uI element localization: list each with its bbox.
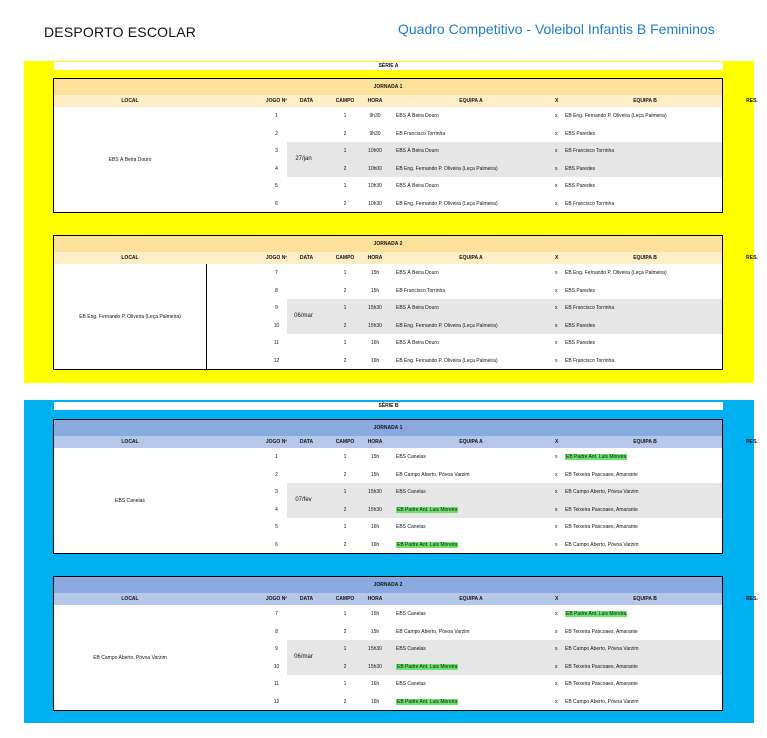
table-row xyxy=(54,675,722,693)
table-row xyxy=(54,177,722,195)
equipa-a: EBS Canelas xyxy=(396,646,426,652)
equipa-a xyxy=(396,507,458,513)
game-number: 7 xyxy=(275,611,278,617)
jornada-table xyxy=(53,576,758,711)
game-number: 11 xyxy=(273,340,280,346)
jornada-title: JORNADA 1 xyxy=(54,420,722,436)
table-row xyxy=(54,107,722,125)
table-row xyxy=(54,536,722,554)
game-number: 8 xyxy=(275,628,278,635)
serie-block xyxy=(24,400,758,723)
column-header-campo: CAMPO xyxy=(335,98,355,104)
versus-mark: x xyxy=(555,628,558,635)
versus-mark: x xyxy=(555,489,558,495)
hora-value: 10h30 xyxy=(368,183,382,189)
versus-mark: x xyxy=(555,611,558,617)
equipa-a: EBS À Beira Douro xyxy=(396,148,439,154)
versus-mark: x xyxy=(555,681,558,687)
column-header-res: RES. xyxy=(746,98,758,104)
campo-value: 1 xyxy=(343,340,347,346)
column-header-data: DATA xyxy=(299,255,314,261)
column-header-row xyxy=(54,436,758,448)
equipa-b: EBS Paredes xyxy=(565,322,596,329)
equipa-a: EBS Canelas xyxy=(396,681,426,687)
highlighted-team: EB Padre Ant. Luis Moreira xyxy=(566,454,627,460)
equipa-a: EBS À Beira Douro xyxy=(396,113,439,119)
campo-value: 2 xyxy=(343,130,347,137)
game-number: 1 xyxy=(275,454,278,460)
versus-mark: x xyxy=(555,454,558,460)
equipa-a: EB Francisco Torrinha xyxy=(396,130,446,137)
column-header-res: RES. xyxy=(746,439,758,445)
hora-value: 16h xyxy=(370,541,380,548)
game-number: 5 xyxy=(275,183,278,189)
game-number: 3 xyxy=(275,489,278,495)
game-number: 12 xyxy=(273,357,280,364)
equipa-b xyxy=(565,454,627,460)
versus-mark: x xyxy=(555,646,558,652)
games-body xyxy=(54,107,722,212)
table-row xyxy=(54,466,722,484)
equipa-b: EBS Paredes xyxy=(565,165,596,172)
versus-mark: x xyxy=(555,524,558,530)
equipa-a xyxy=(396,699,458,705)
table-row xyxy=(54,448,722,466)
versus-mark: x xyxy=(555,130,558,137)
column-header-equipa_a: EQUIPA A xyxy=(459,98,483,104)
column-header-x: X xyxy=(555,255,559,261)
campo-value: 2 xyxy=(343,698,347,705)
campo-value: 1 xyxy=(343,305,347,311)
hora-value: 15h xyxy=(370,628,380,635)
column-header-data: DATA xyxy=(299,439,314,445)
hora-value: 15h xyxy=(370,454,380,460)
campo-value: 1 xyxy=(343,646,347,652)
game-number: 12 xyxy=(273,698,280,705)
equipa-a: EBS À Beira Douro xyxy=(396,340,439,346)
game-number: 10 xyxy=(273,663,280,670)
versus-mark: x xyxy=(555,287,558,294)
campo-value: 2 xyxy=(343,663,347,670)
campo-value: 2 xyxy=(343,357,347,364)
table-row xyxy=(54,623,722,641)
game-number: 4 xyxy=(275,165,278,172)
equipa-a xyxy=(396,542,458,548)
match-date: 06/mar xyxy=(294,312,313,319)
column-header-hora: HORA xyxy=(367,255,383,261)
doc-title-left: DESPORTO ESCOLAR xyxy=(44,24,197,40)
match-date: 07/fev xyxy=(295,496,312,503)
serie-title: SÉRIE B xyxy=(54,402,723,410)
equipa-b: EB Campo Aberto, Póvoa Varzim xyxy=(565,698,639,705)
versus-mark: x xyxy=(555,506,558,513)
highlighted-team: EB Padre Ant. Luis Moreira xyxy=(397,663,458,670)
hora-value: 10h30 xyxy=(368,200,382,207)
column-header-campo: CAMPO xyxy=(335,439,355,445)
highlighted-team: EB Padre Ant. Luis Moreira xyxy=(397,541,458,548)
equipa-b: EBS Paredes xyxy=(565,183,596,189)
equipa-b: EBS Paredes xyxy=(565,340,596,346)
equipa-b: EB Eng. Fernando P. Oliveira (Leça Palmeira) xyxy=(565,113,667,119)
game-number: 9 xyxy=(275,305,278,311)
equipa-b: EB Teixeira Pascoaes, Amarante xyxy=(565,506,638,513)
column-header-equipa_b: EQUIPA B xyxy=(633,439,657,445)
campo-value: 2 xyxy=(343,165,347,172)
column-header-local: LOCAL xyxy=(121,255,139,261)
jornada-table xyxy=(53,235,758,370)
hora-value: 15h30 xyxy=(368,646,382,652)
equipa-b: EB Teixeira Pascoaes, Amarante xyxy=(565,681,638,687)
versus-mark: x xyxy=(555,357,558,364)
local-name: EBS Canelas xyxy=(115,497,145,504)
local-name: EB Eng. Fernando P. Oliveira (Leça Palmeira) xyxy=(79,313,181,320)
table-row xyxy=(54,352,722,370)
jornada-table xyxy=(53,419,758,554)
column-header-jogo: JOGO Nº xyxy=(265,98,288,104)
jornada-title: JORNADA 1 xyxy=(54,79,722,95)
games-body xyxy=(54,264,722,369)
column-header-local: LOCAL xyxy=(121,596,139,602)
column-header-campo: CAMPO xyxy=(335,255,355,261)
local-divider xyxy=(206,264,207,369)
versus-mark: x xyxy=(555,471,558,478)
campo-value: 1 xyxy=(343,113,347,119)
highlighted-team: EB Padre Ant. Luis Moreira xyxy=(397,506,458,513)
equipa-a: EB Eng. Fernando P. Oliveira (Leça Palmeira) xyxy=(396,357,498,364)
game-number: 3 xyxy=(275,148,278,154)
campo-value: 1 xyxy=(343,489,347,495)
column-header-data: DATA xyxy=(299,596,314,602)
table-row xyxy=(54,282,722,300)
table-row xyxy=(54,125,722,143)
versus-mark: x xyxy=(555,340,558,346)
jornada-table xyxy=(53,78,758,213)
table-row xyxy=(54,195,722,213)
equipa-b: EB Francisco Torrinha xyxy=(565,200,615,207)
table-row xyxy=(54,605,722,623)
column-header-res: RES. xyxy=(746,596,758,602)
column-header-equipa_a: EQUIPA A xyxy=(459,596,483,602)
equipa-b: EB Campo Aberto, Póvoa Varzim xyxy=(565,646,639,652)
local-name: EBS À Beira Douro xyxy=(108,156,152,163)
equipa-b: EB Teixeira Pascoaes, Amarante xyxy=(565,524,638,530)
campo-value: 1 xyxy=(343,611,347,617)
column-header-x: X xyxy=(555,98,559,104)
hora-value: 9h30 xyxy=(369,130,381,137)
column-header-equipa_b: EQUIPA B xyxy=(633,98,657,104)
equipa-b: EB Teixeira Pascoaes, Amarante xyxy=(565,663,638,670)
campo-value: 1 xyxy=(343,270,347,276)
games-body xyxy=(54,448,722,553)
hora-value: 15h30 xyxy=(368,322,382,329)
hora-value: 16h xyxy=(370,698,380,705)
versus-mark: x xyxy=(555,183,558,189)
equipa-a: EBS Canelas xyxy=(396,524,426,530)
table-row xyxy=(54,693,722,711)
hora-value: 16h xyxy=(370,340,380,346)
equipa-a: EBS Canelas xyxy=(396,611,426,617)
versus-mark: x xyxy=(555,165,558,172)
column-header-hora: HORA xyxy=(367,98,383,104)
equipa-a: EB Eng. Fernando P. Oliveira (Leça Palmeira) xyxy=(396,200,498,207)
table-row xyxy=(54,334,722,352)
game-number: 5 xyxy=(275,524,278,530)
equipa-a: EB Eng. Fernando P. Oliveira (Leça Palmeira) xyxy=(396,322,498,329)
game-number: 8 xyxy=(275,287,278,294)
column-header-data: DATA xyxy=(299,98,314,104)
game-number: 10 xyxy=(273,322,280,329)
equipa-a: EB Campo Aberto, Póvoa Varzim xyxy=(396,471,470,478)
campo-value: 2 xyxy=(343,287,347,294)
hora-value: 15h30 xyxy=(368,489,382,495)
campo-value: 2 xyxy=(343,628,347,635)
equipa-b: EB Campo Aberto, Póvoa Varzim xyxy=(565,541,639,548)
highlighted-team: EB Padre Ant. Luis Moreira xyxy=(397,698,458,705)
hora-value: 16h xyxy=(370,681,380,687)
campo-value: 2 xyxy=(343,200,347,207)
doc-title-right: Quadro Competitivo - Voleibol Infantis B Femininos xyxy=(398,21,715,37)
column-header-x: X xyxy=(555,596,559,602)
versus-mark: x xyxy=(555,698,558,705)
equipa-a: EBS Canelas xyxy=(396,454,426,460)
column-header-x: X xyxy=(555,439,559,445)
versus-mark: x xyxy=(555,200,558,207)
column-header-equipa_a: EQUIPA A xyxy=(459,255,483,261)
campo-value: 1 xyxy=(343,148,347,154)
column-header-equipa_b: EQUIPA B xyxy=(633,596,657,602)
campo-value: 1 xyxy=(343,454,347,460)
hora-value: 10h00 xyxy=(368,165,382,172)
hora-value: 15h30 xyxy=(368,506,382,513)
equipa-b: EBS Paredes xyxy=(565,130,596,137)
hora-value: 10h00 xyxy=(368,148,382,154)
hora-value: 15h30 xyxy=(368,305,382,311)
game-number: 6 xyxy=(275,200,278,207)
equipa-a: EBS À Beira Douro xyxy=(396,270,439,276)
equipa-b: EB Francisco Torrinha xyxy=(565,148,615,154)
equipa-a: EB Campo Aberto, Póvoa Varzim xyxy=(396,628,470,635)
game-number: 7 xyxy=(275,270,278,276)
equipa-a: EBS À Beira Douro xyxy=(396,183,439,189)
game-number: 9 xyxy=(275,646,278,652)
column-header-row xyxy=(54,252,758,264)
versus-mark: x xyxy=(555,541,558,548)
hora-value: 9h30 xyxy=(369,113,381,119)
match-date: 27/jan xyxy=(295,155,312,162)
equipa-b xyxy=(565,611,627,617)
equipa-b: EB Eng. Fernando P. Oliveira (Leça Palmeira) xyxy=(565,270,667,276)
hora-value: 15h30 xyxy=(368,663,382,670)
equipa-a: EBS À Beira Douro xyxy=(396,305,439,311)
column-header-equipa_a: EQUIPA A xyxy=(459,439,483,445)
serie-block xyxy=(24,61,758,383)
column-header-row xyxy=(54,95,758,107)
equipa-b: EB Campo Aberto, Póvoa Varzim xyxy=(565,489,639,495)
equipa-b: EBS Paredes xyxy=(565,287,596,294)
versus-mark: x xyxy=(555,270,558,276)
column-header-jogo: JOGO Nº xyxy=(265,439,288,445)
jornada-title: JORNADA 2 xyxy=(54,236,722,252)
games-body xyxy=(54,605,722,710)
equipa-b: EB Teixeira Pascoaes, Amarante xyxy=(565,628,638,635)
equipa-a: EB Francisco Torrinha xyxy=(396,287,446,294)
equipa-b: EB Francisco Torrinha xyxy=(565,305,615,311)
jornada-title: JORNADA 2 xyxy=(54,577,722,593)
versus-mark: x xyxy=(555,305,558,311)
equipa-a xyxy=(396,664,458,670)
campo-value: 1 xyxy=(343,183,347,189)
column-header-jogo: JOGO Nº xyxy=(265,255,288,261)
versus-mark: x xyxy=(555,148,558,154)
campo-value: 2 xyxy=(343,322,347,329)
versus-mark: x xyxy=(555,663,558,670)
column-header-jogo: JOGO Nº xyxy=(265,596,288,602)
column-header-local: LOCAL xyxy=(121,439,139,445)
column-header-hora: HORA xyxy=(367,596,383,602)
highlighted-team: EB Padre Ant. Luis Moreira xyxy=(566,611,627,617)
game-number: 4 xyxy=(275,506,278,513)
game-number: 2 xyxy=(275,130,278,137)
column-header-local: LOCAL xyxy=(121,98,139,104)
hora-value: 15h xyxy=(370,611,380,617)
column-header-res: RES. xyxy=(746,255,758,261)
equipa-a: EB Eng. Fernando P. Oliveira (Leça Palmeira) xyxy=(396,165,498,172)
hora-value: 15h xyxy=(370,270,380,276)
campo-value: 1 xyxy=(343,681,347,687)
campo-value: 2 xyxy=(343,506,347,513)
column-header-hora: HORA xyxy=(367,439,383,445)
table-row xyxy=(54,264,722,282)
equipa-b: EB Francisco Torrinha xyxy=(565,357,615,364)
hora-value: 16h xyxy=(370,357,380,364)
table-row xyxy=(54,518,722,536)
versus-mark: x xyxy=(555,322,558,329)
hora-value: 16h xyxy=(370,524,380,530)
equipa-a: EBS Canelas xyxy=(396,489,426,495)
campo-value: 1 xyxy=(343,524,347,530)
game-number: 1 xyxy=(275,113,278,119)
campo-value: 2 xyxy=(343,471,347,478)
game-number: 2 xyxy=(275,471,278,478)
versus-mark: x xyxy=(555,113,558,119)
column-header-campo: CAMPO xyxy=(335,596,355,602)
match-date: 06/mar xyxy=(294,653,313,660)
game-number: 11 xyxy=(273,681,280,687)
serie-title: SÉRIE A xyxy=(54,62,723,70)
hora-value: 15h xyxy=(370,471,380,478)
local-name: EB Campo Aberto, Póvoa Varzim xyxy=(93,654,167,661)
hora-value: 15h xyxy=(370,287,380,294)
column-header-row xyxy=(54,593,758,605)
campo-value: 2 xyxy=(343,541,347,548)
game-number: 6 xyxy=(275,541,278,548)
equipa-b: EB Teixeira Pascoaes, Amarante xyxy=(565,471,638,478)
column-header-equipa_b: EQUIPA B xyxy=(633,255,657,261)
